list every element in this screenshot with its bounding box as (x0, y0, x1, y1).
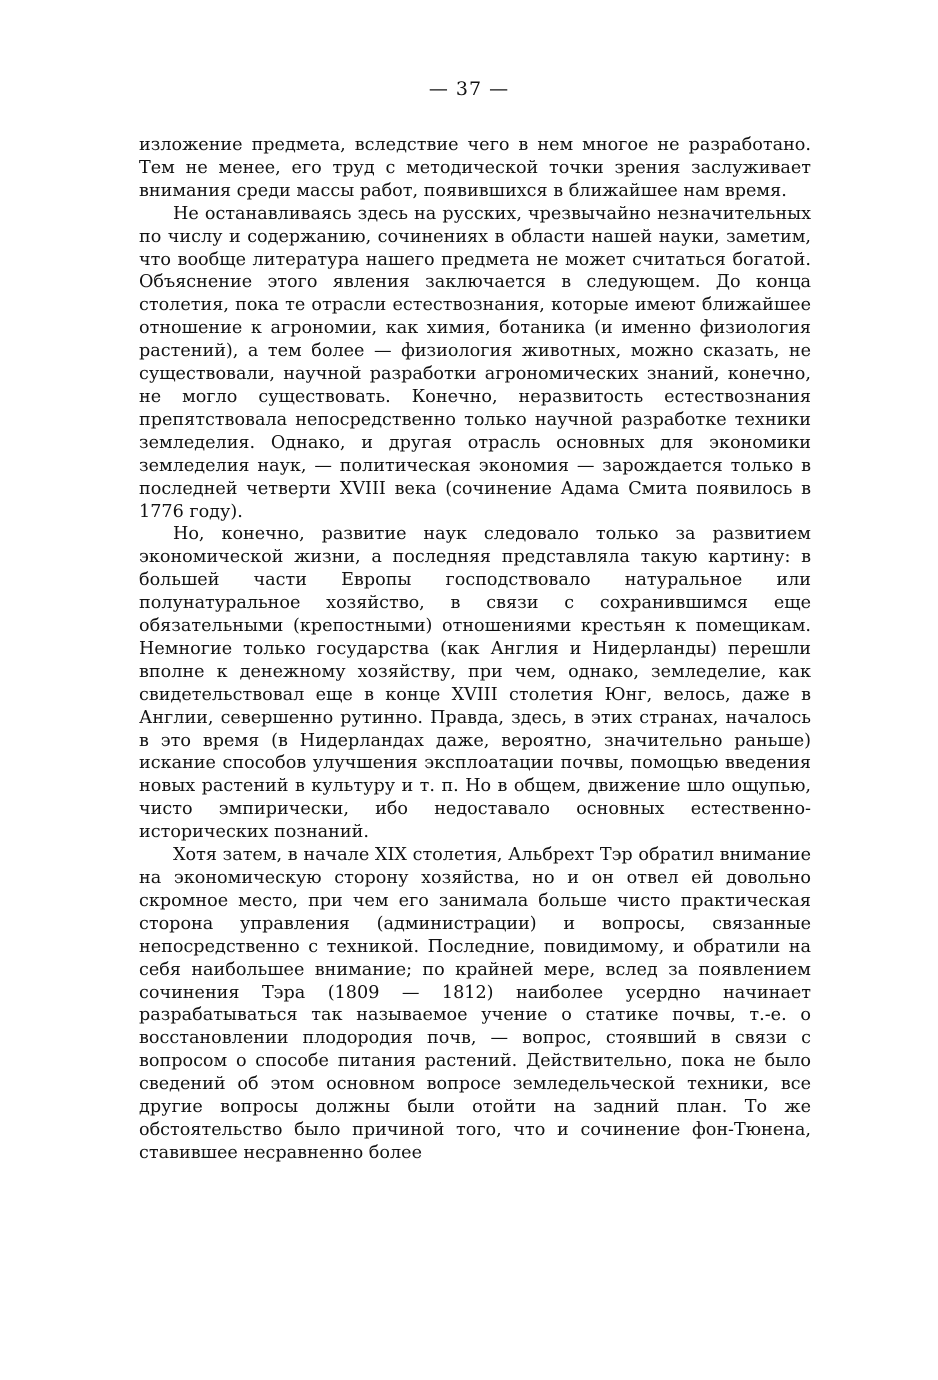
paragraph-3: Но, конечно, развитие наук следовало только за развитием экономической жизни, а последняя представляла такую картину: в большей части Европы господствовало натуральное или полунатуральное хозяйство, в связи с сохранившимся еще обязательными (крепостными) отношениями крестьян к помещикам. Немногие только государства (как Англия и Нидерланды) перешли вполне к денежному хозяйству, при чем, однако, земледелие, как свидетельствовал еще в конце XVIII столетия Юнг, велось, даже в Англии, севершенно рутинно. Правда, здесь, в этих странах, началось в это время (в Нидерландах даже, вероятно, значительно раньше) искание способов улучшения эксплоатации почвы, помощью введения новых растений в культуру и т. п. Но в общем, движение шло ощупью, чисто эмпирически, ибо недоставало основных естественно-исторических познаний. (139, 524, 811, 843)
paragraph-4: Хотя затем, в начале XIX столетия, Альбрехт Тэр обратил внимание на экономическую сторону хозяйства, но и он отвел ей довольно скромное место, при чем его занимала больше чисто практическая сторона управления (администрации) и вопросы, связанные непосредственно с техникой. Последние, повидимому, и обратили на себя наибольшее внимание; по крайней мере, вслед за появлением сочинения Тэра (1809 — 1812) наиболее усердно начинает разрабатываться так называемое учение о статике почвы, т.-е. о восстановлении плодородия почв, — вопрос, стоявший в связи с вопросом о способе питания растений. Действительно, пока не было сведений об этом основном вопросе земледельческой техники, все другие вопросы должны были отойти на задний план. То же обстоятельство было причиной того, что и сочинение фон-Тюнена, ставившее несравненно более (139, 845, 811, 1163)
body-text (139, 134, 811, 1165)
page-number: — 37 — (428, 78, 510, 100)
paragraph-2: Не останавливаясь здесь на русских, чрезвычайно незначительных по числу и содержанию, сочинениях в области нашей науки, заметим, что вообще литература нашего предмета не может считаться богатой. Объяснение этого явления заключается в следующем. До конца столетия, пока те отрасли естествознания, которые имеют ближайшее отношение к агрономии, как химия, ботаника (и именно физиология растений), а тем более — физиология животных, можно сказать, не существовали, научной разработки агрономических знаний, конечно, не могло существовать. Конечно, неразвитость естествознания препятствовала непосредственно только научной разработке техники земледелия. Однако, и другая отрасль основных для экономики земледелия наук, — политическая экономия — зарождается только в последней четверти XVIII века (сочинение Адама Смита появилось в 1776 году). (139, 203, 811, 522)
paragraph-1: изложение предмета, вследствие чего в нем многое не разработано. Тем не менее, его труд с методической точки зрения заслуживает внимания среди массы работ, появившихся в ближайшее нам время. (139, 135, 811, 201)
